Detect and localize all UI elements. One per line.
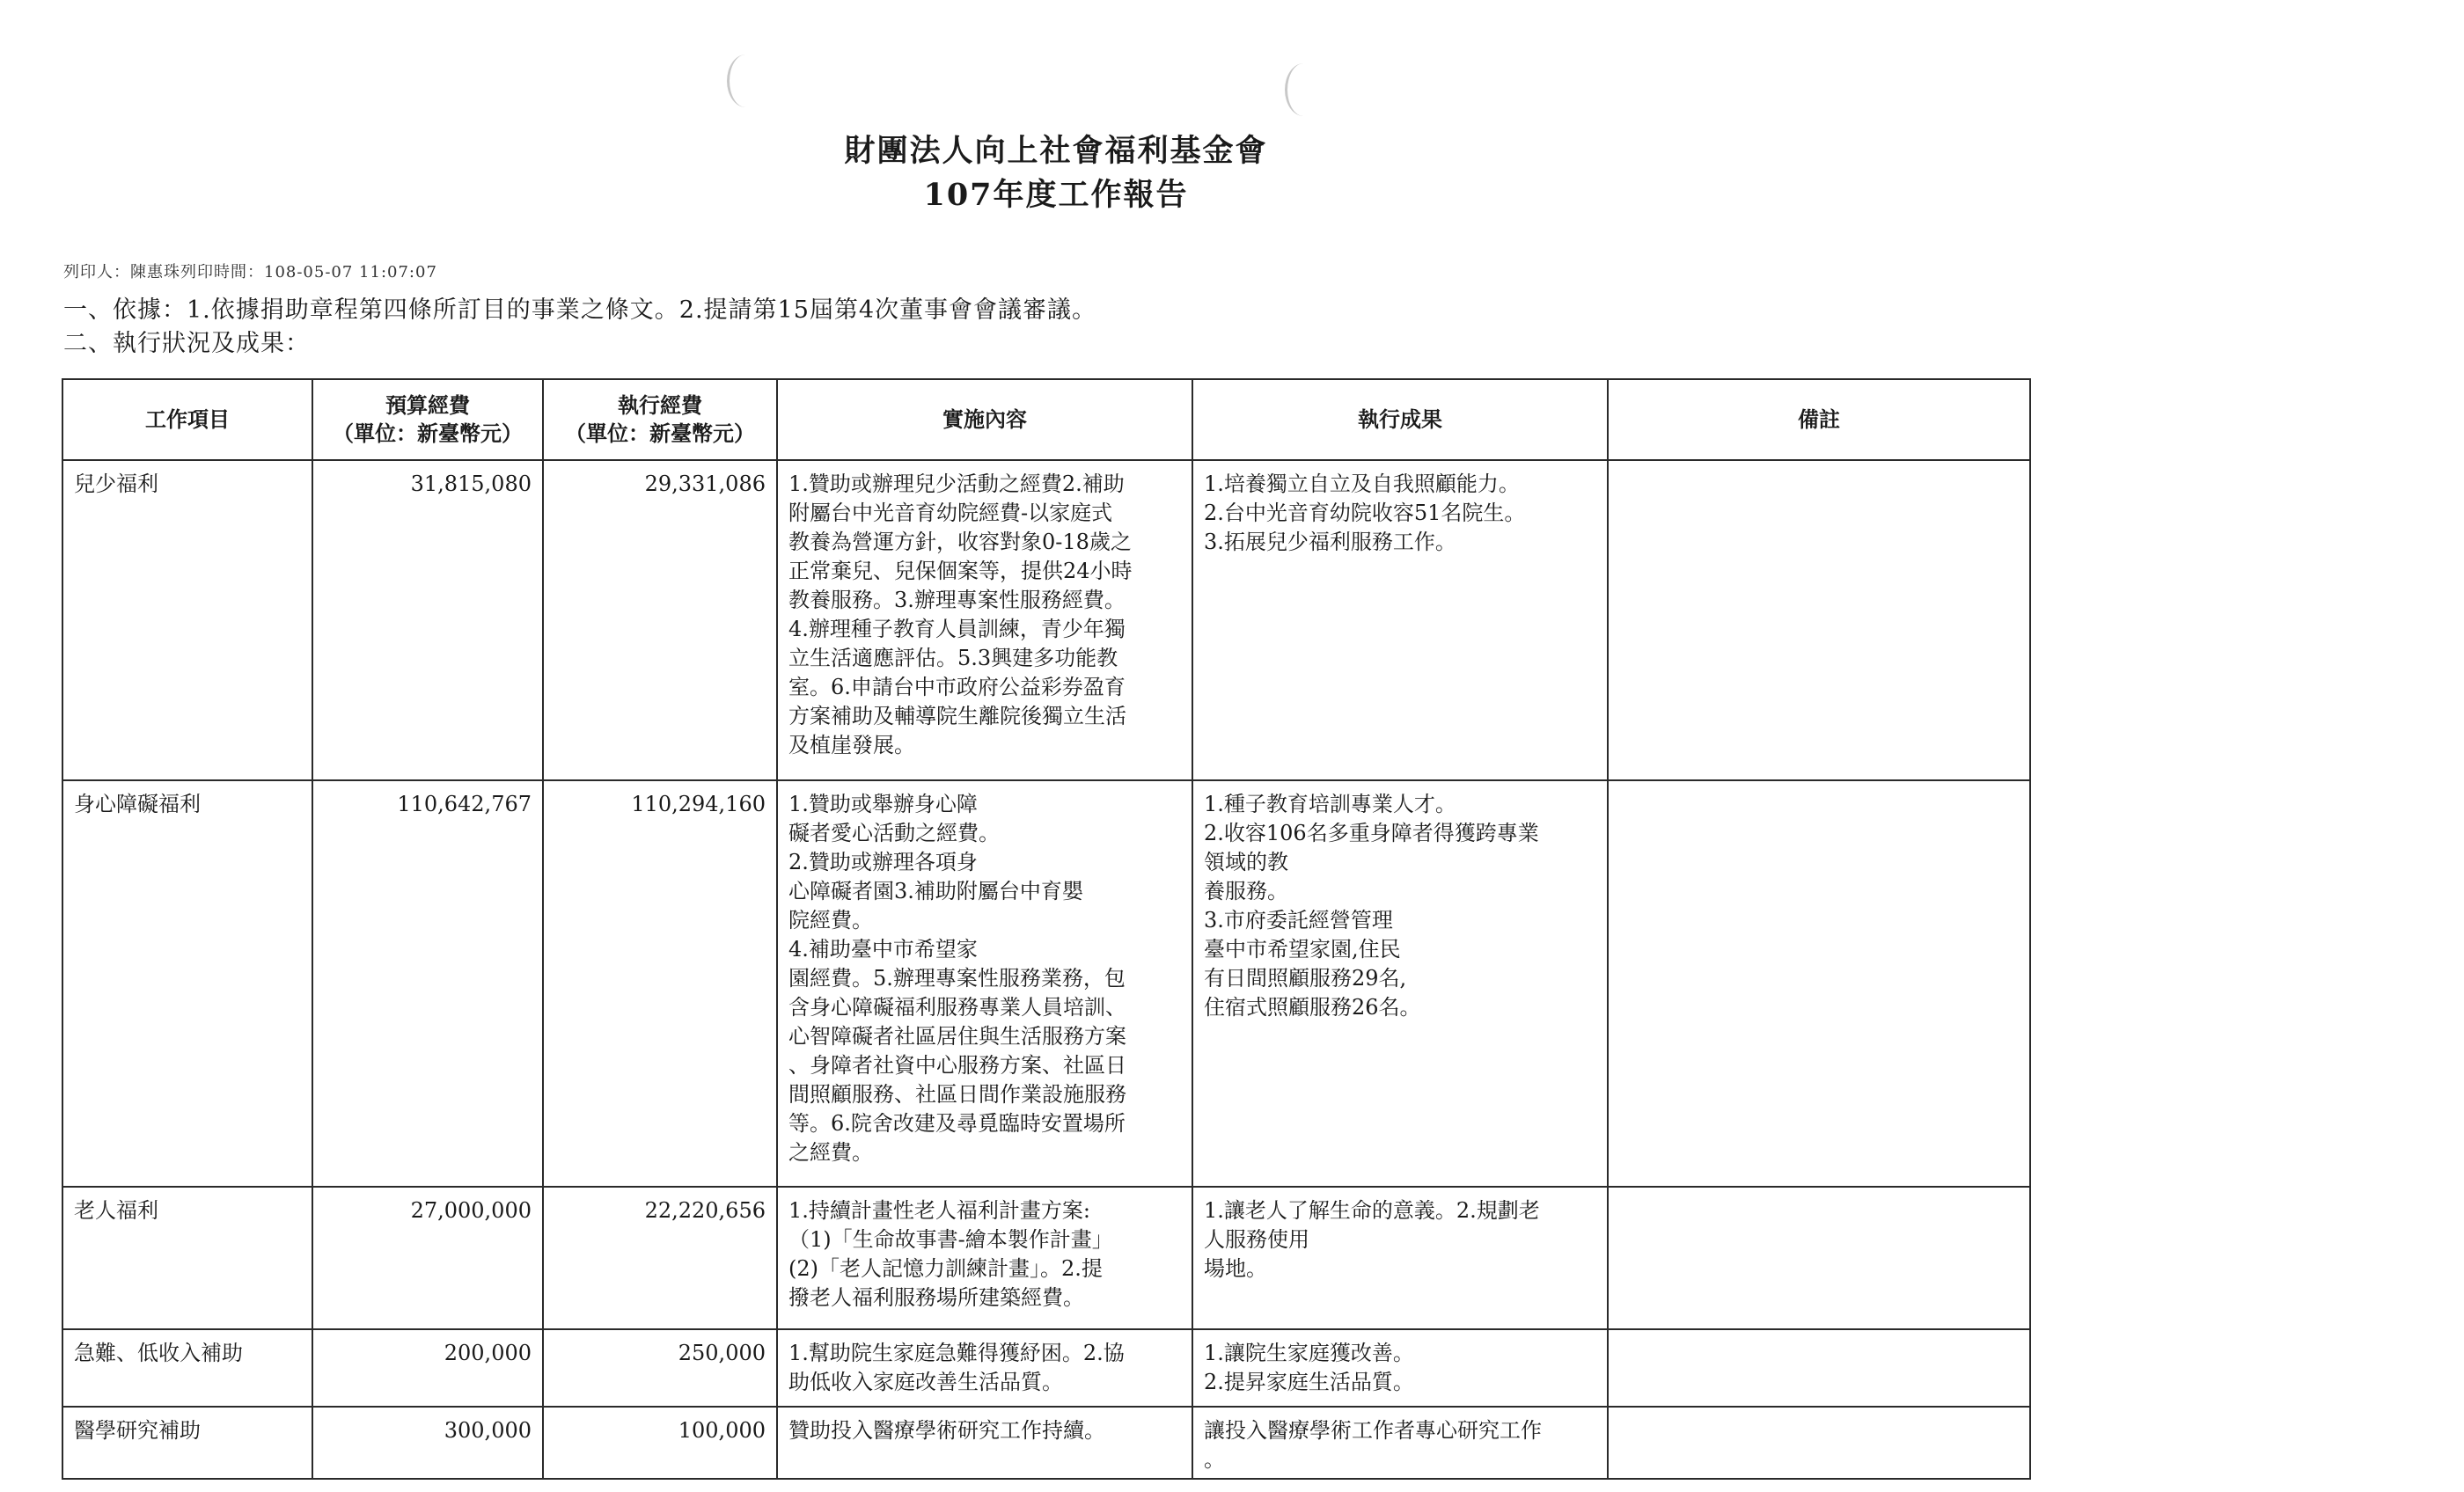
table-header-row	[62, 379, 2030, 460]
header-work-item-label: 工作項目	[145, 406, 230, 432]
cell-content: 1.贊助或舉辦身心障 礙者愛心活動之經費。 2.贊助或辦理各項身 心障礙者園3.補助附屬台中育嬰 院經費。 4.補助臺中市希望家 園經費。5.辦理專案性服務業務，包 含身心障礙福利服務專業人員培訓、 心智障礙者社區居住與生活服務方案 、身障者社資中心服務方案、社區日 間照顧服務、社區日間作業設施服務 等。6.院舍改建及尋覓臨時安置場所 之經費。	[777, 780, 1192, 1187]
cell-remark	[1608, 780, 2030, 1187]
cell-budget: 300,000	[312, 1407, 543, 1479]
header-content	[777, 379, 1192, 460]
cell-content: 1.持續計畫性老人福利計畫方案: （1)「生命故事書-繪本製作計畫」 (2)「老人記憶力訓練計畫」。2.提 撥老人福利服務場所建築經費。	[777, 1187, 1192, 1329]
cell-budget: 31,815,080	[312, 460, 543, 780]
basis-line: 一、依據：1.依據捐助章程第四條所訂目的事業之條文。2.提請第15屆第4次董事會會議審議。	[63, 296, 1097, 324]
header-work-item	[62, 379, 312, 460]
cell-work-item: 急難、低收入補助	[62, 1329, 312, 1407]
header-budget-label: 預算經費 （單位：新臺幣元）	[333, 392, 523, 446]
header-actual	[543, 379, 777, 460]
table-row	[62, 1407, 2030, 1479]
cell-result: 1.種子教育培訓專業人才。 2.收容106名多重身障者得獲跨專業 領域的教 養服務。 3.市府委託經營管理 臺中市希望家園,住民 有日間照顧服務29名, 住宿式照顧服務26名。	[1192, 780, 1608, 1187]
work-report-table	[62, 378, 2031, 1480]
cell-result: 1.讓院生家庭獲改善。 2.提昇家庭生活品質。	[1192, 1329, 1608, 1407]
cell-remark	[1608, 1187, 2030, 1329]
header-result-label: 執行成果	[1358, 406, 1442, 432]
cell-budget: 110,642,767	[312, 780, 543, 1187]
table-row	[62, 460, 2030, 780]
header-remark	[1608, 379, 2030, 460]
cell-actual: 22,220,656	[543, 1187, 777, 1329]
cell-result: 1.讓老人了解生命的意義。2.規劃老 人服務使用 場地。	[1192, 1187, 1608, 1329]
header-result	[1192, 379, 1608, 460]
cell-result: 1.培養獨立自立及自我照顧能力。 2.台中光音育幼院收容51名院生。 3.拓展兒少福利服務工作。	[1192, 460, 1608, 780]
cell-budget: 200,000	[312, 1329, 543, 1407]
status-heading: 二、執行狀況及成果：	[63, 330, 310, 357]
print-info: 列印人：陳惠珠列印時間：108-05-07 11:07:07	[63, 263, 437, 282]
report-title: 107年度工作報告	[923, 177, 1189, 213]
cell-result: 讓投入醫療學術工作者專心研究工作 。	[1192, 1407, 1608, 1479]
cell-content: 贊助投入醫療學術研究工作持續。	[777, 1407, 1192, 1479]
cell-actual: 110,294,160	[543, 780, 777, 1187]
cell-content: 1.贊助或辦理兒少活動之經費2.補助 附屬台中光音育幼院經費-以家庭式 教養為營運方針，收容對象0-18歲之 正常棄兒、兒保個案等，提供24小時 教養服務。3.辦理專案性服務經費。 4.辦理種子教育人員訓練，青少年獨 立生活適應評估。5.3興建多功能教 室。6.申請台中市政府公益彩券盈育 方案補助及輔導院生離院後獨立生活 及植崖發展。	[777, 460, 1192, 780]
org-title: 財團法人向上社會福利基金會	[844, 133, 1268, 169]
cell-remark	[1608, 460, 2030, 780]
cell-actual: 100,000	[543, 1407, 777, 1479]
header-actual-label: 執行經費 （單位：新臺幣元）	[565, 392, 755, 446]
cell-remark	[1608, 1407, 2030, 1479]
cell-work-item: 老人福利	[62, 1187, 312, 1329]
header-content-label: 實施內容	[942, 406, 1027, 432]
cell-work-item: 醫學研究補助	[62, 1407, 312, 1479]
table-row	[62, 1187, 2030, 1329]
cell-work-item: 兒少福利	[62, 460, 312, 780]
cell-work-item: 身心障礙福利	[62, 780, 312, 1187]
header-budget	[312, 379, 543, 460]
punch-hole-mark	[727, 55, 765, 107]
cell-actual: 29,331,086	[543, 460, 777, 780]
cell-content: 1.幫助院生家庭急難得獲紓困。2.協 助低收入家庭改善生活品質。	[777, 1329, 1192, 1407]
punch-hole-mark	[1285, 63, 1323, 116]
table-row	[62, 780, 2030, 1187]
table-row	[62, 1329, 2030, 1407]
header-remark-label: 備註	[1798, 406, 1840, 432]
cell-budget: 27,000,000	[312, 1187, 543, 1329]
cell-actual: 250,000	[543, 1329, 777, 1407]
cell-remark	[1608, 1329, 2030, 1407]
